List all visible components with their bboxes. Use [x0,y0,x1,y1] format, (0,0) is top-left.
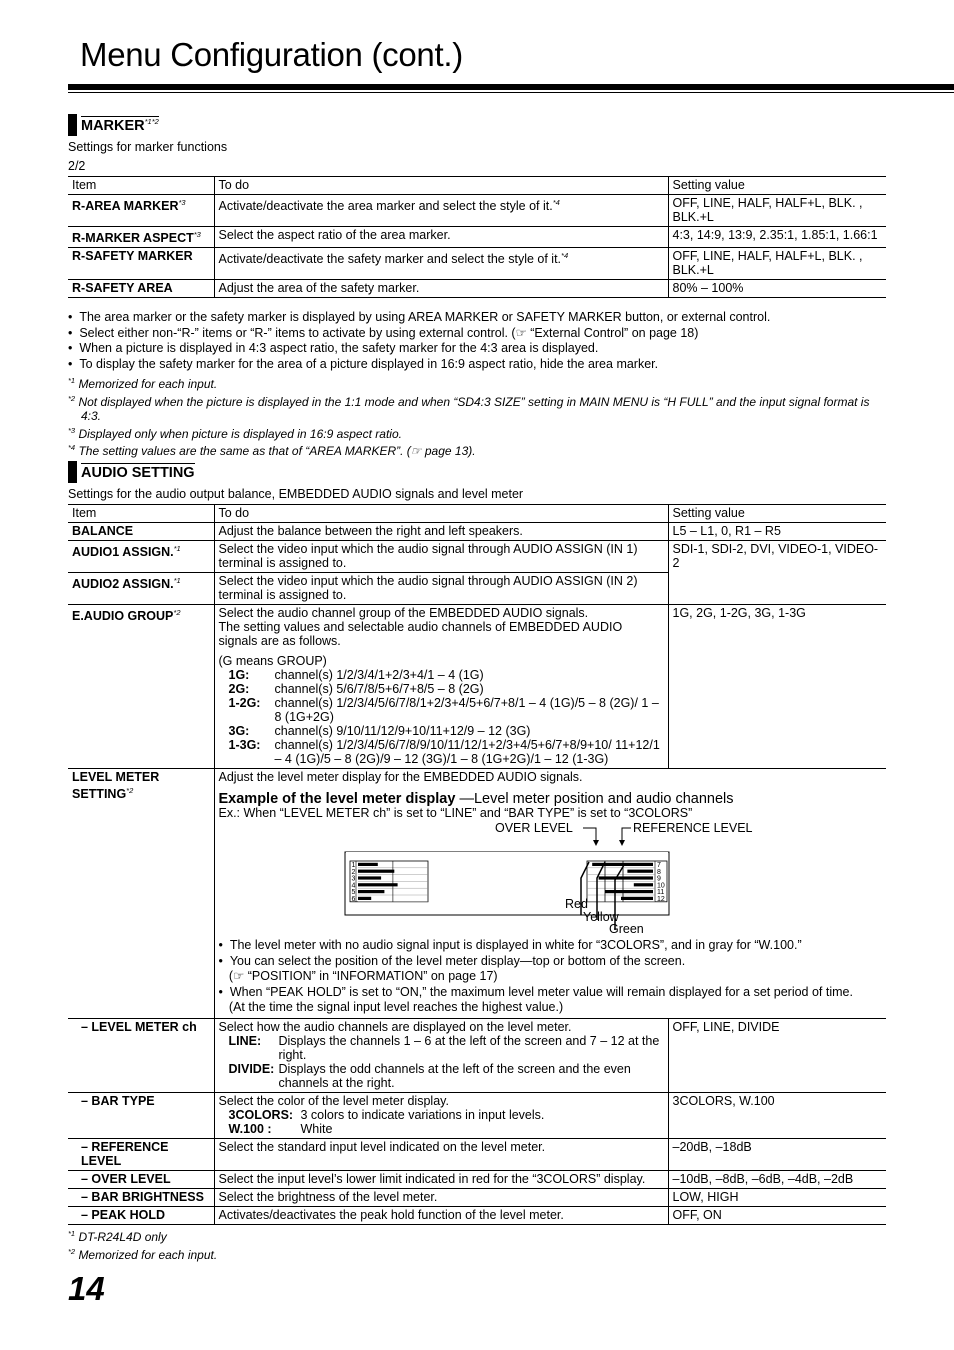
left-meter-group [350,861,428,903]
left-level-bar [358,897,371,900]
bullet-note: • To display the safety marker for the area of a picture displayed in 16:9 aspect ratio, hide the area marker. [68,356,659,371]
marker-heading: $MARKER^{*1*2}$ [68,114,159,136]
bullet-note: • You can select the position of the level meter display—top or bottom of the screen. [218,953,686,968]
table-row: – OVER LEVEL Select the input level’s lower limit indicated in red for the “3COLORS” display. –10dB, –8dB, –6dB, –4dB, –2dB [68,1170,886,1188]
page-number: 14 [68,1270,105,1307]
left-level-bar [358,863,378,866]
heading-bar [68,461,77,483]
reference-arrow-head [619,840,625,846]
footnote: $^{*1}$ DT-R24L4D only [68,1229,167,1244]
audio-description: Settings for the audio output balance, EMBEDDED AUDIO signals and level meter [68,487,524,501]
table-row: AUDIO1 ASSIGN.$^{*1}$ Select the video input which the audio signal through AUDIO ASSIGN (IN 1) terminal is assigned to. SDI-1, SDI-2, DVI, VIDEO-1, VIDEO-2 [68,541,886,573]
table-row: R-SAFETY AREA Adjust the area of the safety marker. 80% – 100% [68,280,886,298]
label-reference-level: REFERENCE LEVEL [632,821,752,835]
right-channel-label: 8 [656,868,661,876]
marker-notes [68,310,886,459]
label-red: Red [564,897,588,911]
table-row: – BAR TYPE Select the color of the level meter display. 3COLORS: 3 colors to indicate variations in input levels. W.100 : White 3COLORS, W.100 [68,1092,886,1138]
footnote: $^{*4}$ The setting values are the same as that of “AREA MARKER”. (☞ page 13). [68,443,476,458]
label-over-level: OVER LEVEL [494,821,573,835]
right-channel-label: 7 [656,862,661,869]
title-rule-thin [68,92,954,93]
left-level-bar [358,883,398,886]
footnote: $^{*2}$ Not displayed when the picture is displayed in the 1:1 mode and when “SD4:3 SIZE” setting in MAIN MENU is “H FULL” and the input signal format is 4:3. [68,393,870,423]
table-row: – REFERENCE LEVEL Select the standard input level indicated on the level meter. –20dB, –18dB [68,1138,886,1170]
left-channel-label: 3 [351,875,355,883]
bullet-note: • The area marker or the safety marker is displayed by using AREA MARKER or SAFETY MARKER button, or external control. [68,310,771,324]
left-channel-label: 2 [351,868,355,876]
table-row: R-SAFETY MARKER Activate/deactivate the safety marker and select the style of it.$^{*4}$ OFF, LINE, HALF, HALF+L, BLK. , BLK.+L [68,248,886,280]
table-row: LEVEL METER SETTING$^{*2}$ Adjust the level meter display for the EMBEDDED AUDIO signals. Example of the level meter display —Level meter position and audio channels Ex.: When “LEVEL METER ch” is set to “LINE” and “BAR TYPE” is set to “3COLORS” OVER LEVEL REFERENCE LEVEL 1 2 3 4 5 6 7 8 9 10 11 12 Red Yellow Green • The level meter with no audio signal input is displayed in white for “3COLORS”, and in gray for “W.100.” • You can select the position of the level meter display—top or bottom of the screen. (☞ “POSITION” in “INFORMATION” on page 17) • When “PEAK HOLD” is set to “ON,” the maximum level meter value will remain displayed for a set period of time. (At the time the signal input level reaches the highest value.) [68,769,886,1019]
bullet-note: • When “PEAK HOLD” is set to “ON,” the maximum level meter value will remain displayed for a set period of time. [218,984,853,999]
label-yellow: Yellow [582,910,619,924]
left-level-bar [358,890,384,893]
audio-table [68,504,886,1225]
right-channel-label: 10 [656,882,665,890]
col-value: Setting value [668,177,886,195]
table-row: BALANCE Adjust the balance between the right and left speakers. L5 – L1, 0, R1 – R5 [68,523,886,541]
footnote: $^{*2}$ Memorized for each input. [68,1246,218,1262]
bullet-note: • Select either non-“R-” items or “R-” items to activate by using external control. (☞ “External Control” on page 18) [68,325,699,340]
over-arrow-head [593,840,599,846]
table-row: – BAR BRIGHTNESS Select the brightness of the level meter. LOW, HIGH [68,1188,886,1206]
right-meter-group [587,861,667,903]
bullet-note: • The level meter with no audio signal input is displayed in white for “3COLORS”, and in gray for “W.100.” [218,938,802,952]
bullet-note: • When a picture is displayed in 4:3 aspect ratio, the safety marker for the 4:3 area is displayed. [68,341,599,355]
table-row: AUDIO2 ASSIGN.$^{*1}$ Select the video input which the audio signal through AUDIO ASSIGN (IN 2) terminal is assigned to. [68,573,886,605]
bullet-note-cont: (At the time the signal input level reaches the highest value.) [228,1000,564,1014]
marker-description: Settings for marker functions [68,140,228,154]
col-item: Item [68,505,214,523]
level-meter-diagram [219,820,879,938]
example-heading: Example of the level meter display —Level meter position and audio channels [218,791,734,807]
heading-bar [68,114,77,136]
col-todo: To do [214,177,668,195]
group-list: 1G: channel(s) 1/2/3/4/1+2/3+4/1 – 4 (1G) 2G: channel(s) 5/6/7/8/5+6/7+8/5 – 8 (2G) 1-2G: channel(s) 1/2/3/4/5/6/7/8/1+2/3+4/5+6/7+8/1 – 4 (1G)/5 – 8 (2G)/ 1 – 8 (1G+2G) 3G: channel(s) 9/10/11/12/9+10/11+12/9 – 12 (3G) 1-3G: channel(s) 1/2/3/4/5/6/7/8/9/10/11/12/1+2/3+4/5+6/7+8/9+10/ 11+12/1 – 4 (1G)/5 – 8 (2G)/9 – 12 (3G)/1 – 8 (1G+2G)/1 – 12 (1-3G) [228,668,660,766]
right-level-bar [605,890,653,893]
bullet-note-cont: (☞ “POSITION” in “INFORMATION” on page 17) [228,969,498,983]
audio-heading: AUDIO SETTING [68,461,195,483]
table-row: – LEVEL METER ch Select how the audio channels are displayed on the level meter. LINE: Displays the channels 1 – 6 at the left of the screen and 7 – 12 at the right. DIVIDE: Displays the odd channels at the left of the screen and the even channels at the right. OFF, LINE, DIVIDE [68,1018,886,1092]
table-row: – PEAK HOLD Activates/deactivates the peak hold function of the level meter. OFF, ON [68,1206,886,1224]
table-row: R-MARKER ASPECT$^{*3}$ Select the aspect ratio of the area marker. 4:3, 14:9, 13:9, 2.35:1, 1.85:1, 1.66:1 [68,227,886,248]
marker-page-indicator: 2/2 [68,159,86,173]
title-rule [68,84,954,90]
right-level-bar [633,883,652,886]
page-title: Menu Configuration (cont.) [80,36,463,73]
footnote: $^{*3}$ Displayed only when picture is displayed in 16:9 aspect ratio. [68,425,402,441]
right-level-bar [598,876,652,879]
col-item: Item [68,177,214,195]
right-channel-label: 12 [656,896,665,903]
table-row: E.AUDIO GROUP$^{*2}$ Select the audio channel group of the EMBEDDED AUDIO signals. The setting values and selectable audio channels of EMBEDDED AUDIO signals are as follows. (G means GROUP) 1G: channel(s) 1/2/3/4/1+2/3+4/1 – 4 (1G) 2G: channel(s) 5/6/7/8/5+6/7+8/5 – 8 (2G) 1-2G: channel(s) 1/2/3/4/5/6/7/8/1+2/3+4/5+6/7+8/1 – 4 (1G)/5 – 8 (2G)/ 1 – 8 (1G+2G) 3G: channel(s) 9/10/11/12/9+10/11+12/9 – 12 (3G) 1-3G: channel(s) 1/2/3/4/5/6/7/8/9/10/11/12/1+2/3+4/5+6/7+8/9+10/ 11+12/1 – 4 (1G)/5 – 8 (2G)/9 – 12 (3G)/1 – 8 (1G+2G)/1 – 12 (1-3G) 1G, 2G, 1-2G, 3G, 1-3G [68,605,886,769]
right-channel-label: 9 [656,875,661,883]
left-channel-label: 1 [351,862,355,869]
left-level-bar [358,876,381,879]
right-channel-label: 11 [656,889,664,897]
left-channel-label: 4 [351,882,355,890]
marker-table [68,176,886,298]
left-channel-label: 5 [351,889,355,897]
left-channel-label: 6 [351,896,355,903]
right-level-bar [627,870,653,873]
left-level-bar [358,870,394,873]
audio-footnotes [68,1227,886,1262]
col-value: Setting value [668,505,886,523]
table-row: R-AREA MARKER$^{*3}$ Activate/deactivate the area marker and select the style of it.$^{*4}$ OFF, LINE, HALF, HALF+L, BLK. , BLK.+L [68,195,886,227]
col-todo: To do [214,505,668,523]
right-level-bar [621,897,653,900]
right-level-bar [592,863,653,866]
label-green: Green [608,922,644,936]
footnote: $^{*1}$ Memorized for each input. [68,376,218,391]
